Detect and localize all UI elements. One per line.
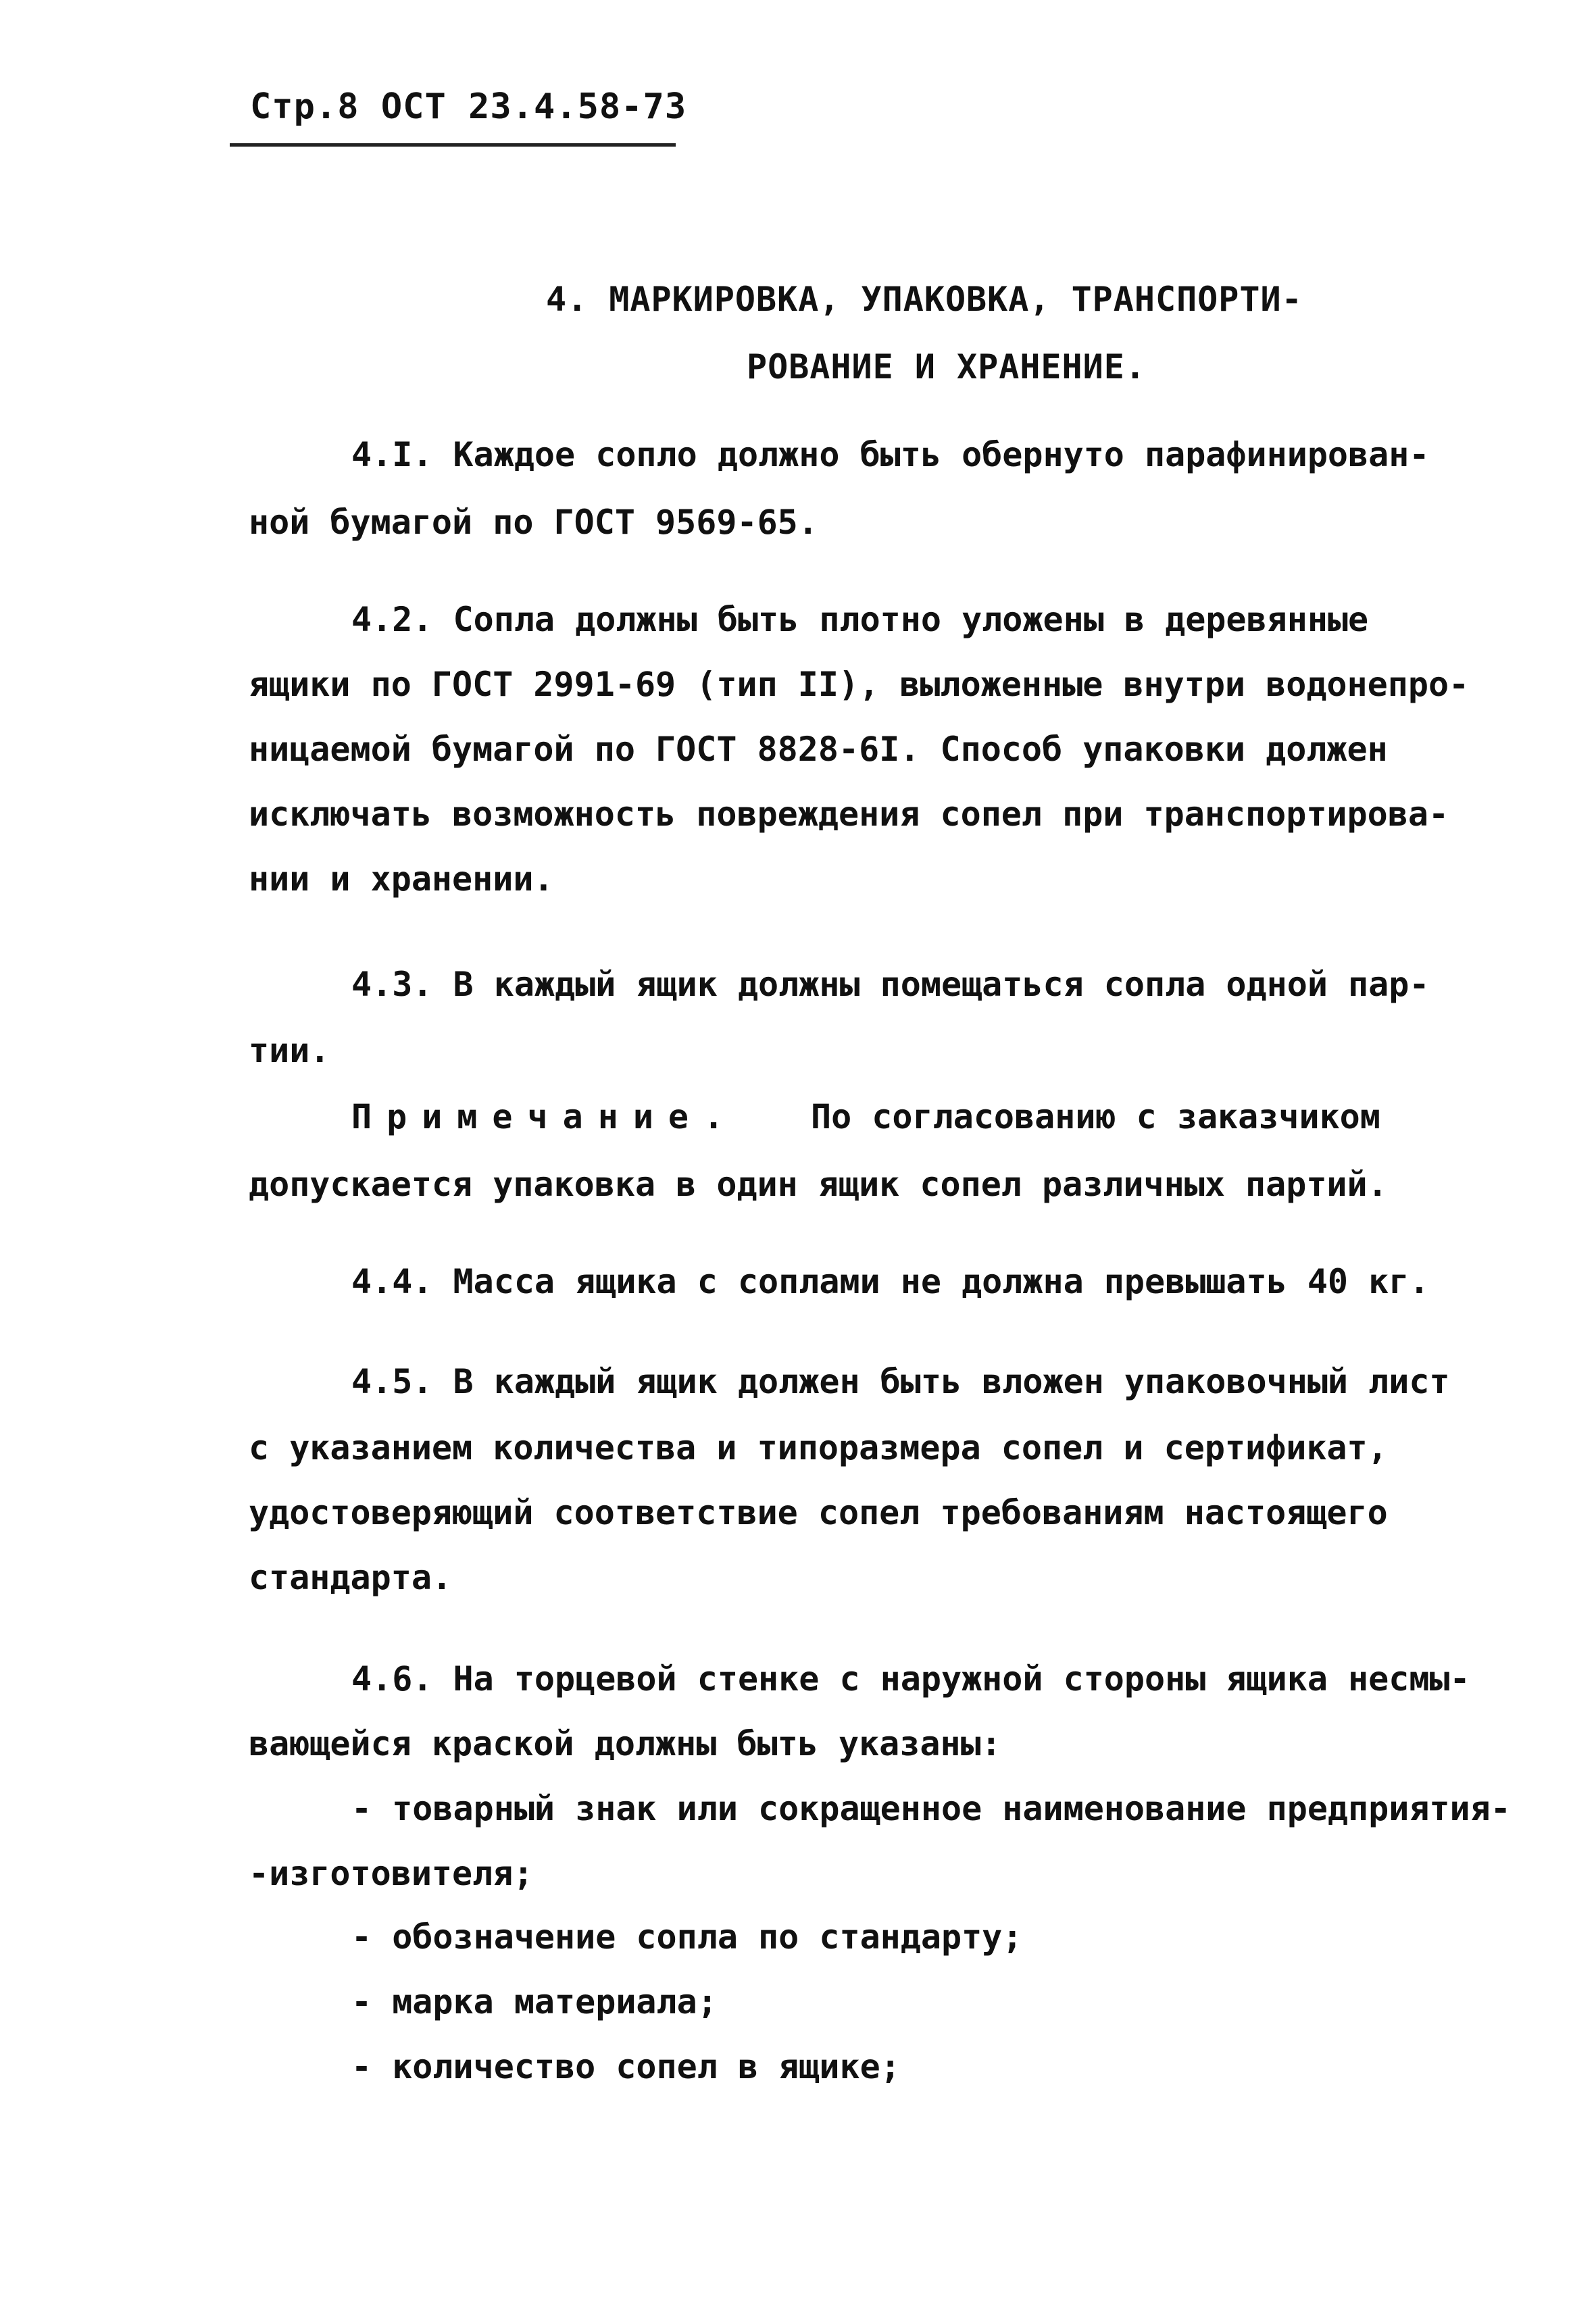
paragraph-4-2-line-3: ницаемой бумагой по ГОСТ 8828-6I. Способ упаковки должен xyxy=(249,730,1388,769)
note-text-line-2: допускается упаковка в один ящик сопел различных партий. xyxy=(249,1165,1388,1204)
paragraph-4-6-line-1: 4.6. На торцевой стенке с наружной стороны ящика несмы- xyxy=(351,1659,1470,1699)
list-item-trademark-line-1: - товарный знак или сокращенное наименование предприятия- xyxy=(351,1789,1511,1828)
list-item-trademark-line-2: -изготовителя; xyxy=(249,1854,534,1893)
paragraph-4-5-line-1: 4.5. В каждый ящик должен быть вложен упаковочный лист xyxy=(351,1362,1450,1401)
paragraph-4-3-line-1: 4.3. В каждый ящик должны помещаться сопла одной пар- xyxy=(351,965,1430,1004)
note-label: Примечание. xyxy=(351,1097,739,1136)
list-item-material: - марка материала; xyxy=(351,1982,718,2021)
paragraph-4-5-line-2: с указанием количества и типоразмера сопел и сертификат, xyxy=(249,1428,1388,1467)
paragraph-4-2-line-2: ящики по ГОСТ 2991-69 (тип II), выложенные внутри водонепро- xyxy=(249,665,1470,704)
header-underline xyxy=(230,143,676,147)
paragraph-4-1-line-1: 4.I. Каждое сопло должно быть обернуто парафинирован- xyxy=(351,435,1430,474)
paragraph-4-2-line-1: 4.2. Сопла должны быть плотно уложены в деревянные xyxy=(351,600,1369,639)
paragraph-4-3-line-2: тии. xyxy=(249,1031,330,1070)
paragraph-4-2-line-4: исключать возможность повреждения сопел при транспортирова- xyxy=(249,795,1449,834)
list-item-quantity: - количество сопел в ящике; xyxy=(351,2047,901,2086)
paragraph-4-2-line-5: нии и хранении. xyxy=(249,859,554,899)
paragraph-4-4: 4.4. Масса ящика с соплами не должна превышать 40 кг. xyxy=(351,1262,1430,1301)
paragraph-4-1-line-2: ной бумагой по ГОСТ 9569-65. xyxy=(249,503,818,542)
paragraph-4-6-line-2: вающейся краской должны быть указаны: xyxy=(249,1724,1001,1763)
section-title-line-2: РОВАНИЕ И ХРАНЕНИЕ. xyxy=(747,347,1146,386)
paragraph-4-5-line-4: стандарта. xyxy=(249,1558,453,1597)
section-title-line-1: 4. МАРКИРОВКА, УПАКОВКА, ТРАНСПОРТИ- xyxy=(546,280,1303,319)
note-text-line-1: По согласованию с заказчиком xyxy=(811,1097,1380,1136)
list-item-designation: - обозначение сопла по стандарту; xyxy=(351,1917,1023,1957)
page-header: Стр.8 ОСТ 23.4.58-73 xyxy=(250,86,687,127)
paragraph-4-5-line-3: удостоверяющий соответствие сопел требованиям настоящего xyxy=(249,1493,1388,1532)
